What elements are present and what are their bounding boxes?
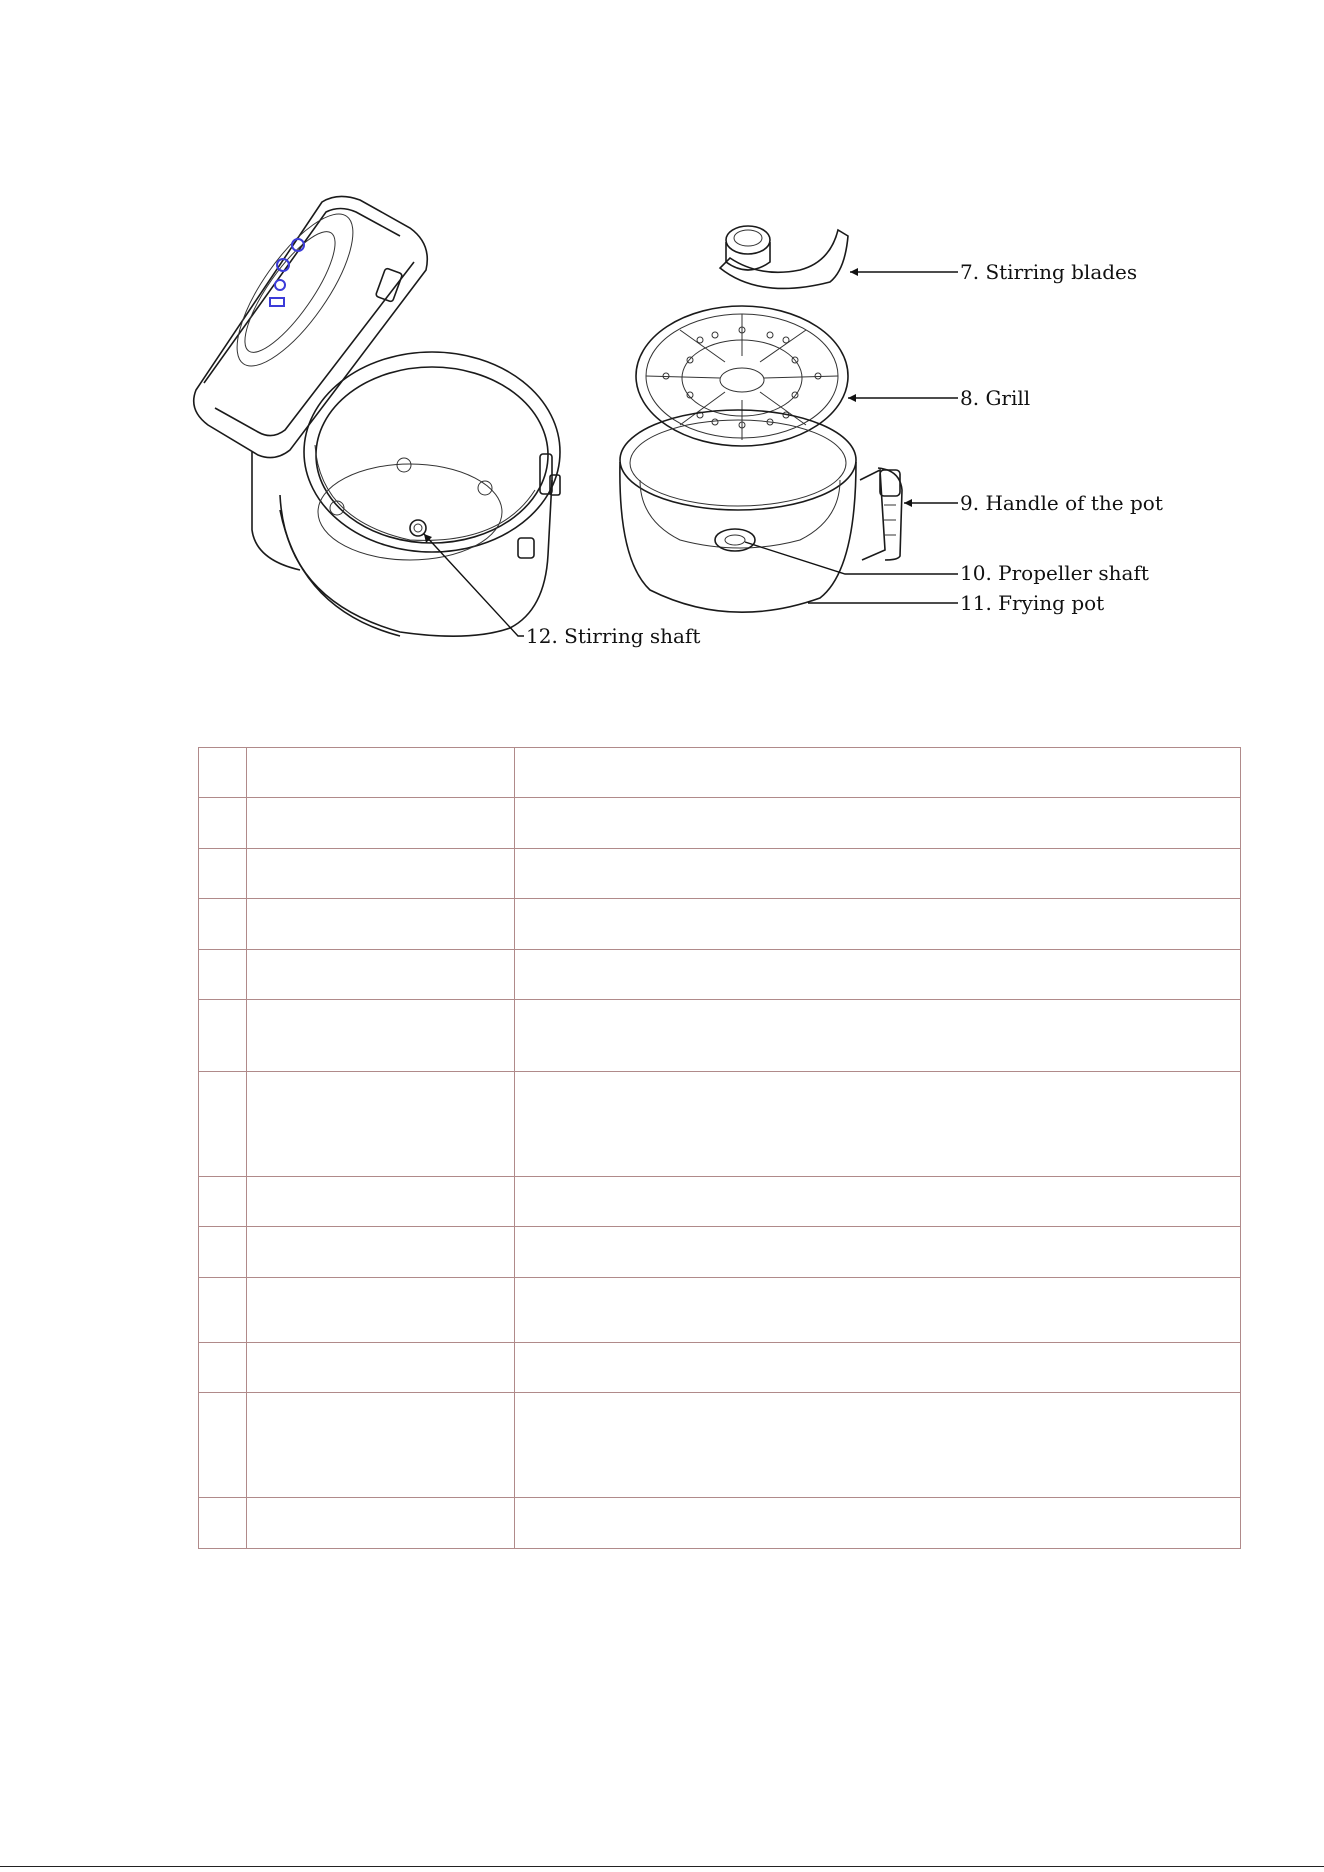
table-cell-name (247, 899, 515, 950)
table-cell-num (199, 950, 247, 1000)
table-cell-num (199, 748, 247, 798)
table-row (199, 1278, 1241, 1343)
table-cell-desc (515, 748, 1241, 798)
table-row (199, 950, 1241, 1000)
callout-grill: 8. Grill (960, 386, 1031, 410)
parts-table (198, 747, 1241, 1549)
parts-table-body (199, 748, 1241, 1549)
table-cell-name (247, 1343, 515, 1393)
table-cell-num (199, 1393, 247, 1498)
table-cell-desc (515, 1227, 1241, 1278)
table-cell-desc (515, 1393, 1241, 1498)
table-cell-name (247, 1393, 515, 1498)
main-unit-drawing (194, 196, 560, 636)
table-row (199, 1393, 1241, 1498)
table-cell-num (199, 1278, 247, 1343)
table-cell-desc (515, 849, 1241, 899)
table-cell-name (247, 748, 515, 798)
callout-frying-pot: 11. Frying pot (960, 591, 1105, 615)
table-cell-name (247, 798, 515, 849)
callout-handle-of-the-pot: 9. Handle of the pot (960, 491, 1163, 515)
callout-stirring-shaft: 12. Stirring shaft (526, 624, 701, 648)
table-cell-desc (515, 1072, 1241, 1177)
stirring-blades-drawing (720, 226, 848, 288)
table-row (199, 1000, 1241, 1072)
callout-propeller-shaft: 10. Propeller shaft (960, 561, 1149, 585)
table-cell-num (199, 849, 247, 899)
table-cell-desc (515, 950, 1241, 1000)
table-cell-name (247, 1177, 515, 1227)
table-cell-name (247, 1498, 515, 1549)
table-row (199, 1227, 1241, 1278)
table-row (199, 849, 1241, 899)
frying-pot-drawing (620, 410, 902, 612)
page-bottom-rule (0, 1866, 1324, 1867)
table-cell-num (199, 798, 247, 849)
table-cell-desc (515, 1343, 1241, 1393)
leader-line-propeller-shaft (745, 542, 958, 574)
table-row (199, 1177, 1241, 1227)
table-cell-name (247, 1072, 515, 1177)
table-cell-desc (515, 1177, 1241, 1227)
table-cell-name (247, 1227, 515, 1278)
table-cell-desc (515, 798, 1241, 849)
table-cell-desc (515, 1000, 1241, 1072)
leader-line-stirring-shaft (424, 534, 524, 636)
table-cell-num (199, 1000, 247, 1072)
table-cell-num (199, 1177, 247, 1227)
table-cell-num (199, 1227, 247, 1278)
table-cell-desc (515, 899, 1241, 950)
table-row (199, 1072, 1241, 1177)
grill-drawing (636, 306, 848, 446)
table-cell-num (199, 1498, 247, 1549)
product-diagram (0, 0, 1324, 700)
callout-stirring-blades: 7. Stirring blades (960, 260, 1138, 284)
table-cell-name (247, 950, 515, 1000)
table-cell-num (199, 899, 247, 950)
table-cell-name (247, 1278, 515, 1343)
table-row (199, 899, 1241, 950)
table-row (199, 798, 1241, 849)
table-cell-num (199, 1072, 247, 1177)
table-row (199, 1498, 1241, 1549)
table-cell-name (247, 849, 515, 899)
table-row (199, 748, 1241, 798)
table-cell-desc (515, 1498, 1241, 1549)
table-cell-desc (515, 1278, 1241, 1343)
table-cell-name (247, 1000, 515, 1072)
table-row (199, 1343, 1241, 1393)
table-cell-num (199, 1343, 247, 1393)
